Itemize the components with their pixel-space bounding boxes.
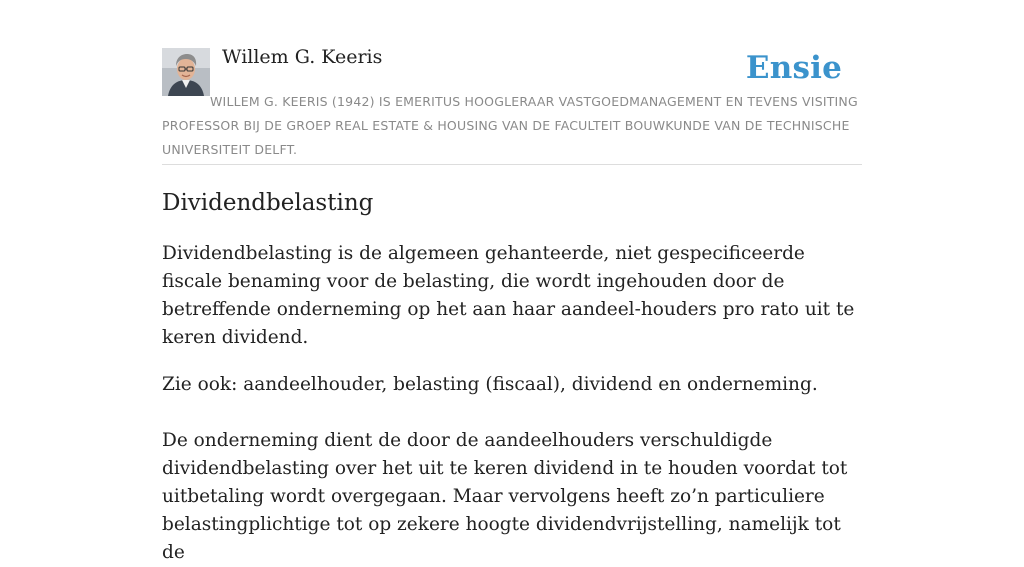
author-portrait-icon bbox=[162, 48, 210, 96]
article-paragraph-2: Zie ook: aandeelhouder, belasting (fiscaal), dividend en onderneming. bbox=[162, 374, 818, 395]
author-header bbox=[162, 44, 862, 165]
author-avatar[interactable] bbox=[162, 48, 210, 96]
article-paragraph-3: De onderneming dient de door de aandeelhouders verschuldigde dividendbelasting over het uit te keren dividend in te houden voordat tot uitbetaling wordt overgegaan. Maar vervolgens heeft zo’n particuliere belastingplichtige tot op zekere hoogte dividendvrijstelling, namelijk tot de bbox=[162, 430, 848, 563]
ensie-logo[interactable]: Ensie bbox=[745, 50, 842, 86]
article-title: Dividendbelasting bbox=[162, 190, 374, 216]
author-bio: WILLEM G. KEERIS (1942) IS EMERITUS HOOGLERAAR VASTGOEDMANAGEMENT EN TEVENS VISITING PROFESSOR BIJ DE GROEP REAL ESTATE & HOUSING VAN DE FACULTEIT BOUWKUNDE VAN DE TECHNISCHE UNIVERSITEIT DELFT. bbox=[162, 94, 858, 157]
author-name[interactable]: Willem G. Keeris bbox=[222, 46, 383, 68]
article bbox=[162, 186, 862, 567]
article-paragraph-1: Dividendbelasting is de algemeen gehanteerde, niet gespecificeerde fiscale benaming voor de belasting, die wordt ingehouden door de betreffende onderneming op het aan haar aandeel-houders pro rato uit te keren dividend. bbox=[162, 243, 855, 348]
